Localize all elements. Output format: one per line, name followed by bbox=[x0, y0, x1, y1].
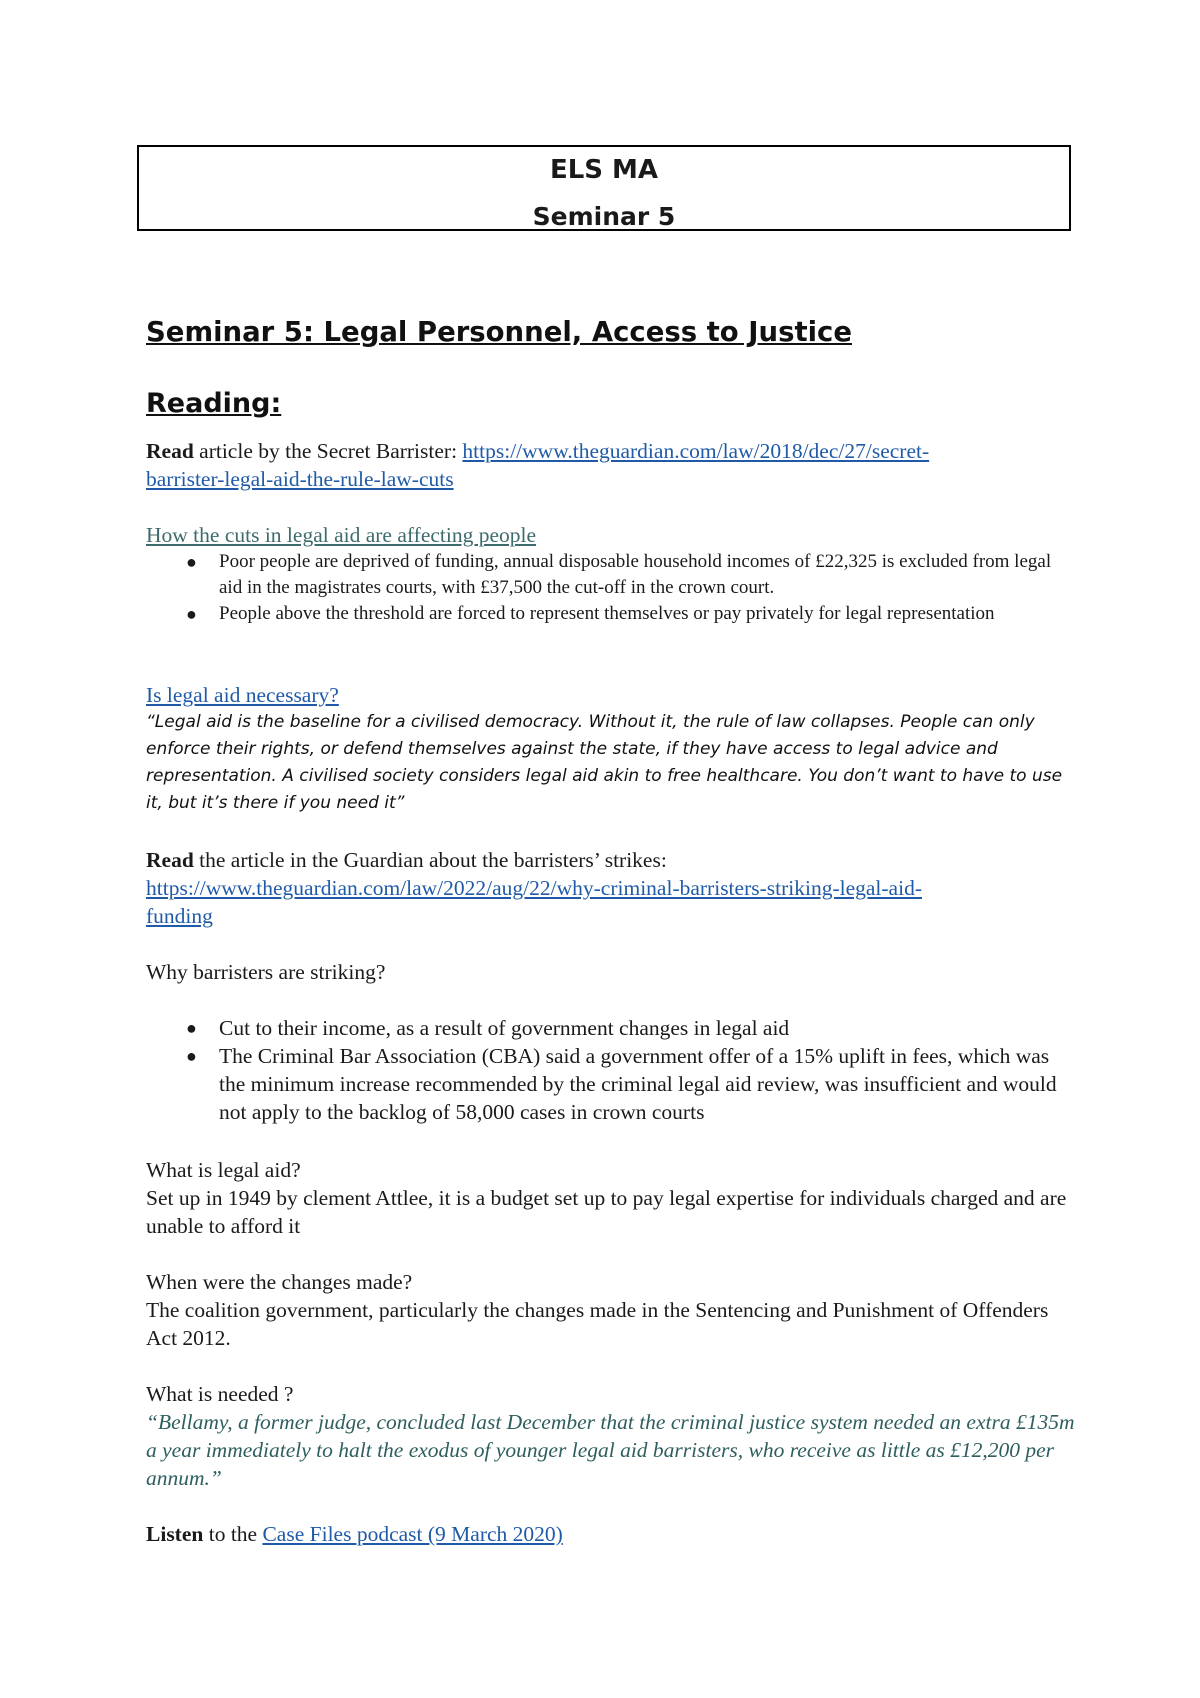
guardian-strikes-link[interactable]: https://www.theguardian.com/law/2022/aug/22/why-criminal-barristers-striking-legal-aid- bbox=[146, 876, 922, 900]
bullet-icon: ● bbox=[186, 552, 197, 572]
read-article-paragraph bbox=[146, 437, 1080, 493]
guardian-strikes-link-cont[interactable]: funding bbox=[146, 904, 213, 928]
list-item: ● Cut to their income, as a result of government changes in legal aid bbox=[186, 1016, 790, 1040]
secret-barrister-link-cont[interactable]: barrister-legal-aid-the-rule-law-cuts bbox=[146, 467, 454, 491]
secret-barrister-quote: “Legal aid is the baseline for a civilised democracy. Without it, the rule of law collapses. People can only enforce their rights, or defend themselves against the state, if they have access to legal advice and representation. A civilised society considers legal aid akin to free healthcare. You don’t want to have to use it, but it’s there if you need it” bbox=[146, 712, 1063, 813]
bullet-icon: ● bbox=[186, 604, 197, 624]
read-label: Read bbox=[146, 439, 194, 463]
listen-text: to the bbox=[203, 1522, 263, 1546]
title-line-2: Seminar 5 bbox=[532, 202, 676, 231]
title-box bbox=[137, 145, 1071, 231]
bullet-icon: ● bbox=[186, 1018, 197, 1038]
what-is-legal-aid bbox=[146, 1156, 1080, 1240]
read-label: Read bbox=[146, 848, 194, 872]
case-files-podcast-link[interactable]: Case Files podcast (9 March 2020) bbox=[262, 1522, 563, 1546]
listen-paragraph bbox=[146, 1520, 1080, 1548]
when-question: When were the changes made? bbox=[146, 1270, 413, 1294]
striking-bullet-list bbox=[146, 1014, 1075, 1126]
cuts-heading: How the cuts in legal aid are affecting people bbox=[146, 523, 537, 547]
necessary-heading: Is legal aid necessary? bbox=[146, 683, 339, 707]
secret-barrister-link[interactable]: https://www.theguardian.com/law/2018/dec/27/secret- bbox=[462, 439, 930, 463]
what-is-answer: Set up in 1949 by clement Attlee, it is a budget set up to pay legal expertise for individuals charged and are unable to afford it bbox=[146, 1186, 1067, 1238]
reading-heading: Reading: bbox=[146, 388, 282, 419]
read-guardian-text: the article in the Guardian about the barristers’ strikes: bbox=[193, 848, 667, 872]
bullet-icon: ● bbox=[186, 1046, 197, 1066]
read-guardian-paragraph bbox=[146, 846, 1080, 930]
list-item: ● Poor people are deprived of funding, annual disposable household incomes of £22,325 is excluded from legal aid in the magistrates courts, with £37,500 the cut-off in the crown court. bbox=[186, 551, 1052, 598]
listen-label: Listen bbox=[146, 1522, 204, 1546]
read-article-text: article by the Secret Barrister: bbox=[193, 439, 463, 463]
seminar-heading: Seminar 5: Legal Personnel, Access to Justice bbox=[146, 316, 852, 348]
list-item: ● The Criminal Bar Association (CBA) said a government offer of a 15% uplift in fees, which was the minimum increase recommended by the criminal legal aid review, was insufficient and would not apply to the backlog of 58,000 cases in crown courts bbox=[186, 1044, 1057, 1124]
title-line-1: ELS MA bbox=[549, 155, 659, 185]
cuts-bullet-list bbox=[146, 549, 1075, 627]
needed-question: What is needed ? bbox=[146, 1382, 294, 1406]
what-is-question: What is legal aid? bbox=[146, 1158, 301, 1182]
bellamy-quote: “Bellamy, a former judge, concluded last December that the criminal justice system needed an extra £135m a year immediately to halt the exodus of younger legal aid barristers, who receive as little as £12,200 per annum.” bbox=[146, 1410, 1075, 1490]
when-answer: The coalition government, particularly the changes made in the Sentencing and Punishment of Offenders Act 2012. bbox=[146, 1298, 1049, 1350]
list-item: ● People above the threshold are forced to represent themselves or pay privately for legal representation bbox=[146, 601, 1075, 627]
when-changes-made bbox=[146, 1268, 1080, 1352]
striking-question: Why barristers are striking? bbox=[146, 960, 386, 984]
